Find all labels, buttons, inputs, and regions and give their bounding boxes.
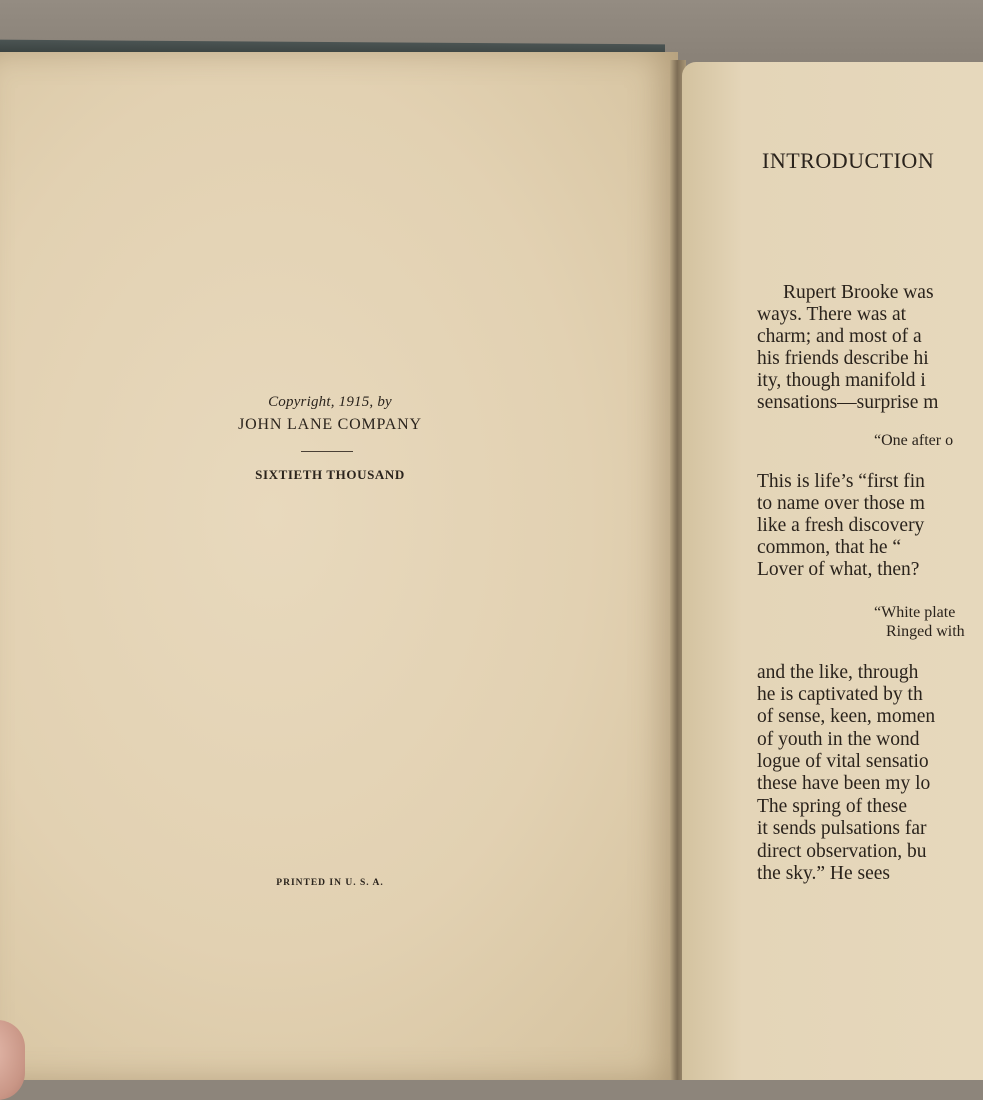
text-line: sensations—surprise m — [757, 392, 939, 413]
left-page — [0, 52, 678, 1080]
text-line: and the like, through — [757, 662, 919, 683]
page-heading: INTRODUCTION — [762, 148, 935, 173]
publisher-name: JOHN LANE COMPANY — [238, 416, 422, 433]
edition-line: SIXTIETH THOUSAND — [255, 467, 405, 482]
copyright-line: Copyright, 1915, by — [268, 394, 392, 410]
text-line: logue of vital sensatio — [757, 751, 929, 772]
text-line: it sends pulsations far — [757, 818, 927, 839]
text-line: direct observation, bu — [757, 841, 927, 862]
text-line: the sky.” He sees — [757, 863, 891, 884]
text-line: The spring of these — [757, 796, 908, 817]
text-line: common, that he “ — [757, 537, 902, 558]
text-line: he is captivated by th — [757, 684, 923, 705]
text-line: his friends describe hi — [757, 348, 929, 369]
text-line: ways. There was at — [757, 304, 907, 325]
text-line: these have been my lo — [757, 773, 931, 794]
text-line: ity, though manifold i — [757, 370, 926, 391]
divider-rule — [301, 451, 353, 452]
text-line: Rupert Brooke was — [783, 282, 934, 303]
text-line: This is life’s “first fin — [757, 471, 925, 492]
quote-line: Ringed with — [886, 623, 965, 640]
text-line: of sense, keen, momen — [757, 706, 936, 727]
quote-line: “One after o — [874, 432, 954, 449]
text-line: Lover of what, then? — [757, 559, 920, 580]
text-line: to name over those m — [757, 493, 925, 514]
text-line: of youth in the wond — [757, 729, 920, 750]
quote-line: “White plate — [874, 604, 956, 621]
printed-in-line: PRINTED IN U. S. A. — [276, 878, 384, 888]
text-line: like a fresh discovery — [757, 515, 925, 536]
text-line: charm; and most of a — [757, 326, 922, 347]
